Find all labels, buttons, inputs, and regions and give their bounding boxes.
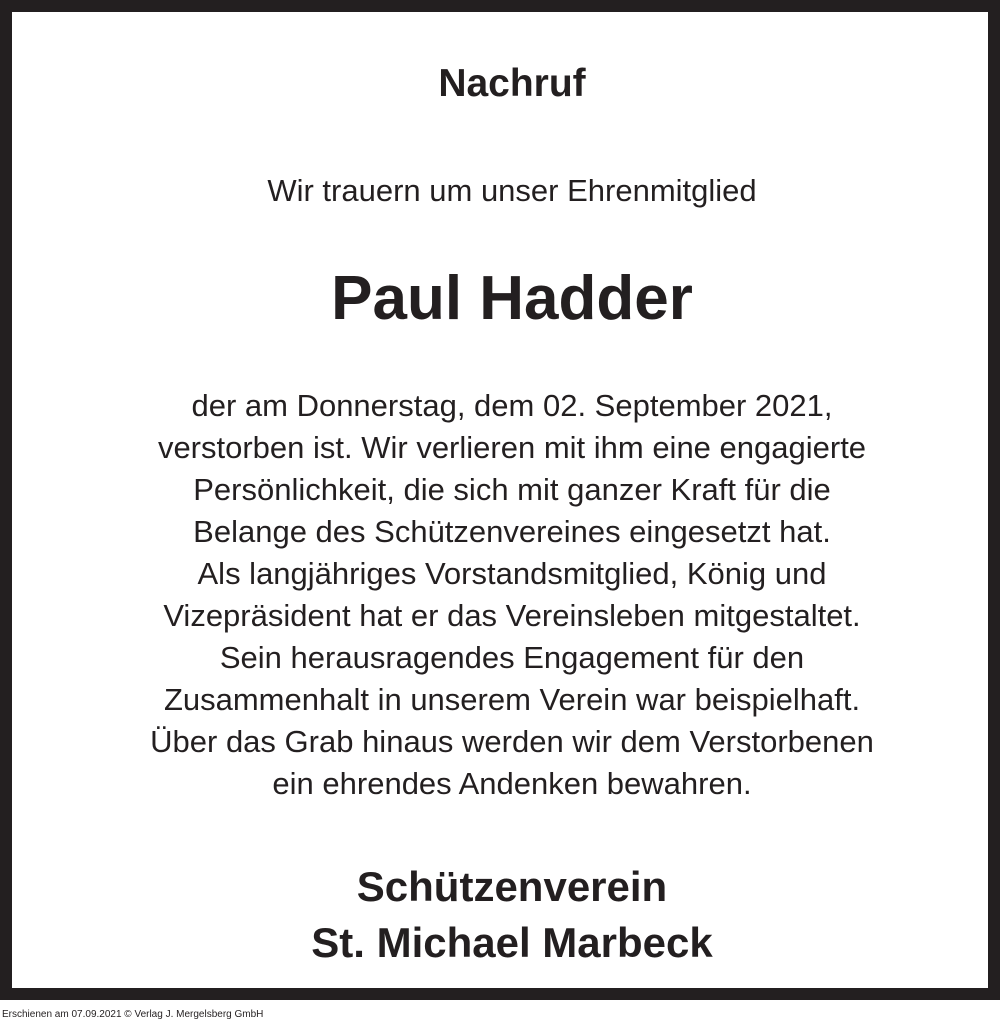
body-line: Als langjähriges Vorstandsmitglied, König und <box>197 556 827 591</box>
body-line: verstorben ist. Wir verlieren mit ihm eine engagierte <box>157 430 867 465</box>
organization-subname: St. Michael Marbeck <box>311 919 713 966</box>
body-line: Sein herausragendes Engagement für den <box>219 640 805 675</box>
body-line: Persönlichkeit, die sich mit ganzer Kraft für die <box>193 472 831 507</box>
intro-line: Wir trauern um unser Ehrenmitglied <box>267 173 757 208</box>
body-line: Belange des Schützenvereines eingesetzt hat. <box>193 514 831 549</box>
body-line: Zusammenhalt in unserem Verein war beispielhaft. <box>163 682 861 717</box>
organization-name: Schützenverein <box>356 863 668 910</box>
publication-footer: Erschienen am 07.09.2021 © Verlag J. Mergelsberg GmbH <box>2 1009 264 1020</box>
body-line: Über das Grab hinaus werden wir dem Verstorbenen <box>150 724 874 759</box>
deceased-name: Paul Hadder <box>331 264 693 333</box>
notice-title: Nachruf <box>438 62 586 105</box>
obituary-body <box>12 385 1000 805</box>
body-line: Vizepräsident hat er das Vereinsleben mitgestaltet. <box>163 598 861 633</box>
body-line: der am Donnerstag, dem 02. September 2021, <box>191 388 833 423</box>
body-line: ein ehrendes Andenken bewahren. <box>272 766 752 801</box>
